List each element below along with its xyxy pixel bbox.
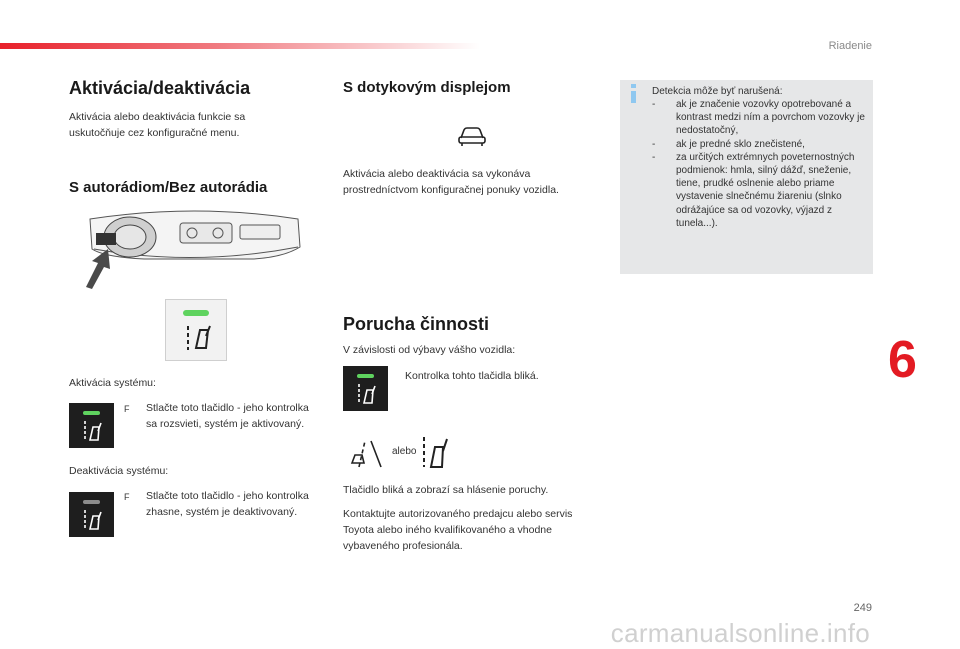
deactivation-instruction xyxy=(124,488,319,520)
note-title: Detekcia môže byť narušená: xyxy=(652,86,783,97)
or-label: alebo xyxy=(392,446,417,457)
note-dash: - xyxy=(652,138,656,150)
activation-intro: Aktivácia alebo deaktivácia funkcie sa uskutočňuje cez konfiguračné menu. xyxy=(69,111,246,139)
note-dash: - xyxy=(652,99,656,110)
heading-fault: Porucha činnosti xyxy=(343,314,490,334)
chapter-tab-number: 6 xyxy=(888,331,917,389)
lane-departure-warning-icon xyxy=(349,437,385,469)
button-closeup xyxy=(165,299,227,361)
note-item xyxy=(652,151,870,230)
heading-radio: S autorádiom/Bez autorádia xyxy=(69,179,268,196)
activation-label: Aktivácia systému: xyxy=(69,377,156,389)
deactivation-label: Deaktivácia systému: xyxy=(69,465,169,477)
fault-button xyxy=(343,366,388,411)
lane-assist-blinking-icon xyxy=(343,366,388,411)
note-list xyxy=(652,98,870,230)
note-item xyxy=(652,98,870,138)
deactivation-button xyxy=(69,492,114,537)
deactivation-text: Stlačte toto tlačidlo - jeho kontrolka zhasne, systém je deaktivovaný. xyxy=(146,490,309,518)
bullet-marker: F xyxy=(124,492,130,502)
section-name: Riadenie xyxy=(828,40,872,52)
heading-touchscreen: S dotykovým displejom xyxy=(343,79,511,96)
note-dash: - xyxy=(652,151,656,163)
note-item xyxy=(652,138,870,151)
title-activation: Aktivácia/deaktivácia xyxy=(69,78,251,98)
note-item-text: za určitých extrémnych poveternostných podmienok: hmla, silný dážď, sneženie, tiene, prudké oslnenie alebo priame vystavenie slnečnému žiareniu (slnko odrážajúce sa od vozovky, výjazd z tunela...). xyxy=(676,151,855,229)
activation-button xyxy=(69,403,114,448)
touchscreen-text: Aktivácia alebo deaktivácia sa vykonáva prostredníctvom konfiguračnej ponuky vozidla. xyxy=(343,168,559,196)
fault-flash-text: Tlačidlo bliká a zobrazí sa hlásenie poruchy. xyxy=(343,484,549,496)
car-settings-icon xyxy=(457,124,487,148)
fault-lamp-text: Kontrolka tohto tlačidla bliká. xyxy=(405,370,539,382)
watermark: carmanualsonline.info xyxy=(610,618,870,648)
note-item-text: ak je predné sklo znečistené, xyxy=(676,138,805,150)
activation-instruction xyxy=(124,400,319,432)
page-number: 249 xyxy=(853,602,872,614)
fault-intro: V závislosti od výbavy vášho vozidla: xyxy=(343,344,516,356)
lane-assist-on-icon xyxy=(69,403,114,448)
bullet-marker: F xyxy=(124,404,130,414)
lane-assist-alt-icon xyxy=(419,433,451,471)
note-item-text: ak je značenie vozovky opotrebované a kontrast medzi ním a povrchom vozovky je nedostatočný, xyxy=(676,99,865,137)
fault-contact-text: Kontaktujte autorizovaného predajcu alebo servis Toyota alebo iného kvalifikovaného a vhodne vybaveného profesionála. xyxy=(343,508,573,552)
activation-text: Stlačte toto tlačidlo - jeho kontrolka sa rozsvieti, systém je aktivovaný. xyxy=(146,402,309,430)
header-accent-bar xyxy=(0,43,480,49)
info-icon xyxy=(627,82,641,104)
lane-assist-button-icon xyxy=(166,300,226,360)
lane-assist-off-icon xyxy=(69,492,114,537)
dashboard-illustration xyxy=(84,205,306,289)
